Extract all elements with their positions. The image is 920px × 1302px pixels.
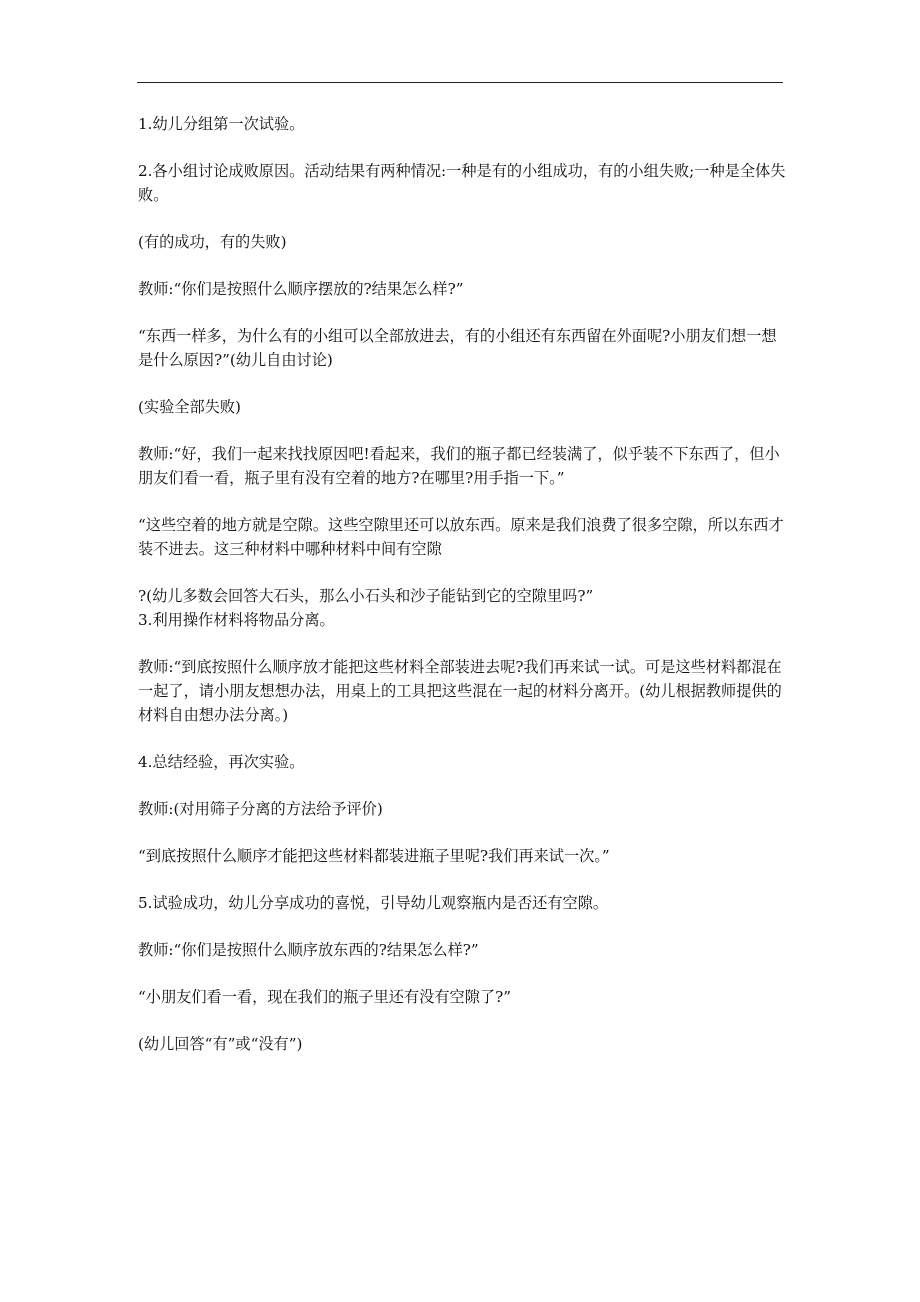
step-4-paragraph: 4.总结经验，再次实验。 <box>138 753 305 771</box>
step-3-paragraph: 3.利用操作材料将物品分离。 <box>138 611 335 629</box>
case-all-failure-note: (实验全部失败) <box>138 398 241 416</box>
step-5-paragraph: 5.试验成功，幼儿分享成功的喜悦，引导幼儿观察瓶内是否还有空隙。 <box>138 894 609 912</box>
gap-explanation-paragraph: “这些空着的地方就是空隙。这些空隙里还可以放东西。原来是我们浪费了很多空隙，所以东西才装不进去。这三种材料中哪种材料中间有空隙 <box>138 516 784 558</box>
step-2-paragraph: 2.各小组讨论成败原因。活动结果有两种情况:一种是有的小组成功，有的小组失败;一种是全体失败。 <box>138 162 786 204</box>
case-success-failure-note: (有的成功，有的失败) <box>138 233 287 251</box>
teacher-question-paragraph: 教师:“你们是按照什么顺序摆放的?结果怎么样?” <box>138 280 464 298</box>
observe-gap-question-paragraph: “小朋友们看一看，现在我们的瓶子里还有没有空隙了?” <box>138 988 511 1006</box>
document-body <box>138 112 788 1056</box>
teacher-find-reason-paragraph: 教师:“好，我们一起来找找原因吧!看起来，我们的瓶子都已经装满了，似乎装不下东西了，但小朋友们看一看，瓶子里有没有空着的地方?在哪里?用手指一下。” <box>138 445 780 487</box>
retry-question-paragraph: “到底按照什么顺序才能把这些材料都装进瓶子里呢?我们再来试一次。” <box>138 847 610 865</box>
teacher-separate-paragraph: 教师:“到底按照什么顺序放才能把这些材料全部装进去呢?我们再来试一试。可是这些材料都混在一起了，请小朋友想想办法，用桌上的工具把这些混在一起的材料分离开。(幼儿根据教师提供的材料自由想办法分离。) <box>138 658 782 724</box>
teacher-evaluation-paragraph: 教师:(对用筛子分离的方法给予评价) <box>138 800 383 818</box>
discussion-paragraph: “东西一样多，为什么有的小组可以全部放进去，有的小组还有东西留在外面呢?小朋友们想一想是什么原因?”(幼儿自由讨论) <box>138 327 777 369</box>
step-1-paragraph: 1.幼儿分组第一次试验。 <box>138 115 305 133</box>
teacher-order-question-paragraph: 教师:“你们是按照什么顺序放东西的?结果怎么样?” <box>138 941 479 959</box>
child-response-paragraph: (幼儿回答“有”或“没有”) <box>138 1035 303 1053</box>
header-rule <box>137 82 783 83</box>
child-answer-paragraph: ?(幼儿多数会回答大石头，那么小石头和沙子能钻到它的空隙里吗?” <box>138 587 594 605</box>
